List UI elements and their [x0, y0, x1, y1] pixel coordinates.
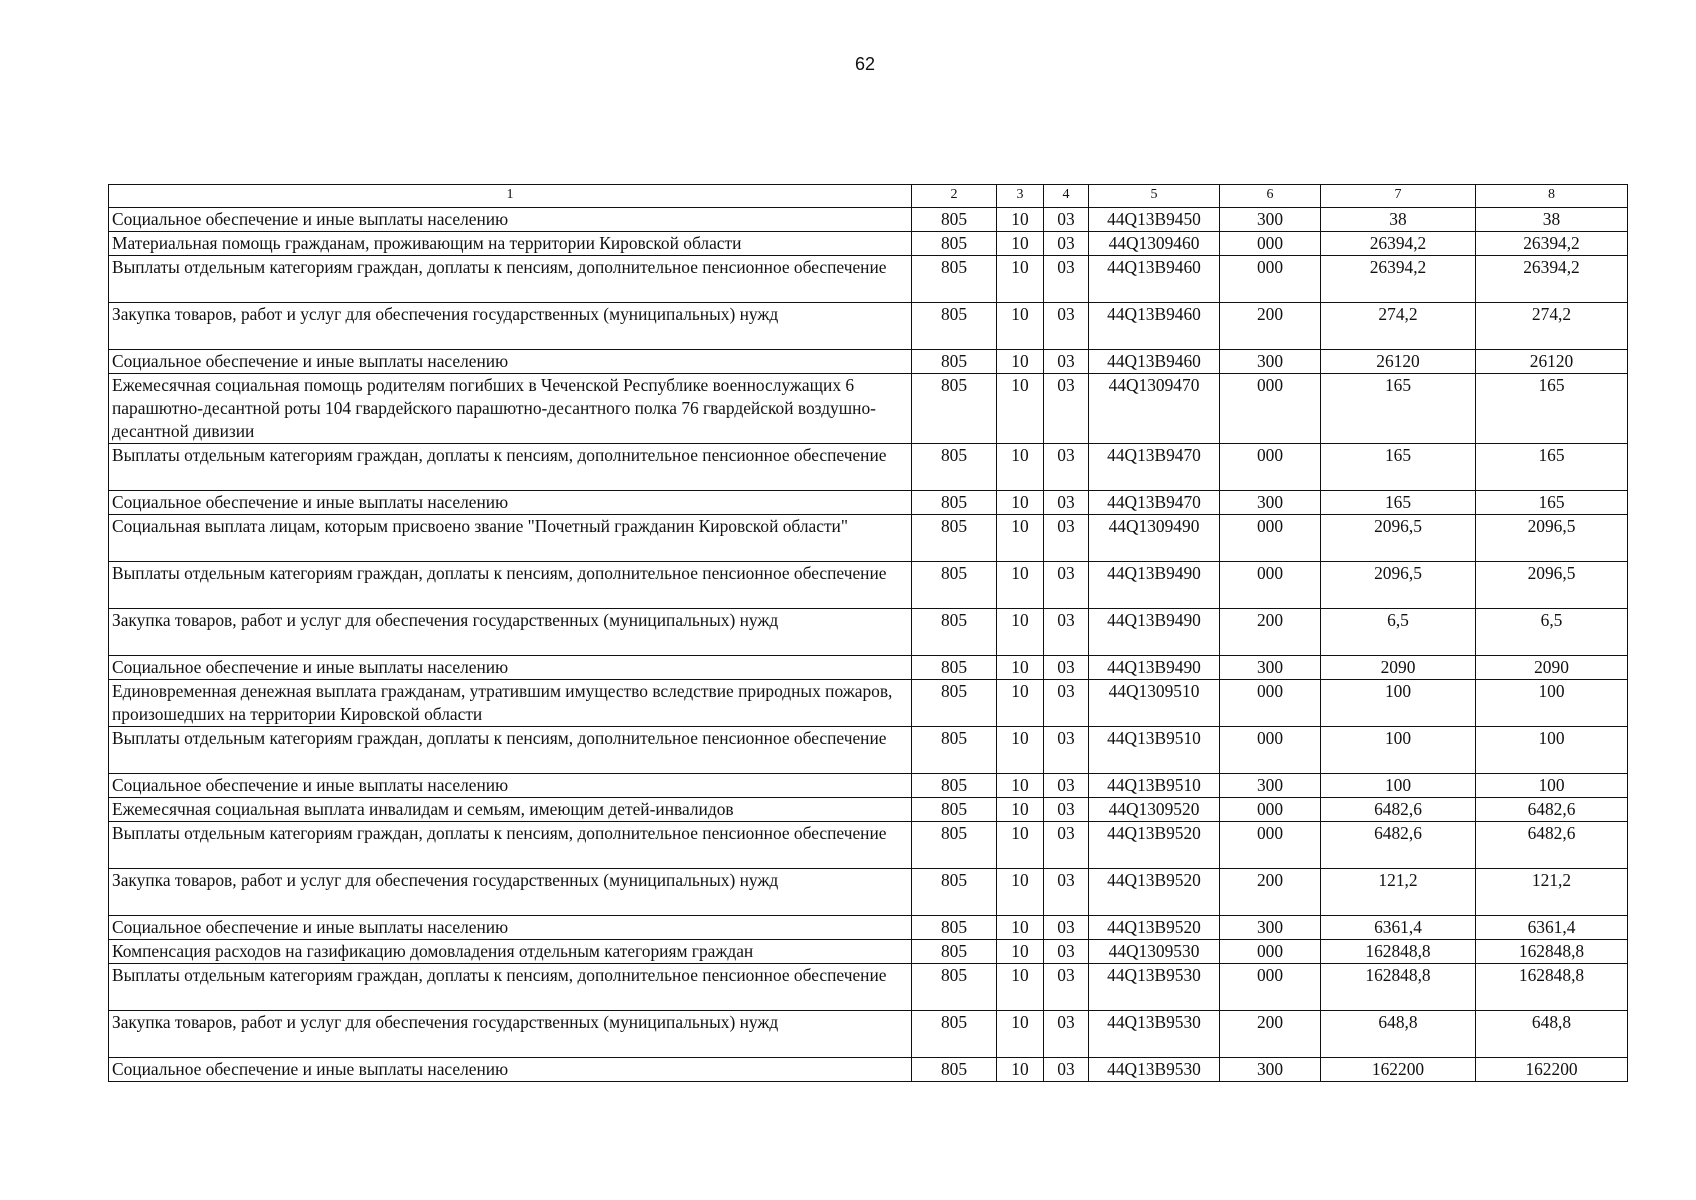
description-cell: Закупка товаров, работ и услуг для обеспечения государственных (муниципальных) нужд — [109, 303, 912, 350]
cell-5: 44Q13B9460 — [1089, 350, 1220, 374]
description-cell: Выплаты отдельным категориям граждан, доплаты к пенсиям, дополнительное пенсионное обеспечение — [109, 256, 912, 303]
cell-3: 10 — [997, 208, 1044, 232]
cell-2: 805 — [912, 680, 997, 727]
cell-2: 805 — [912, 940, 997, 964]
cell-8: 165 — [1476, 444, 1628, 491]
cell-2: 805 — [912, 444, 997, 491]
table-row — [109, 444, 1628, 491]
cell-3: 10 — [997, 680, 1044, 727]
page-number: 62 — [854, 54, 876, 74]
cell-6: 000 — [1220, 256, 1321, 303]
cell-7: 648,8 — [1321, 1011, 1476, 1058]
cell-4: 03 — [1044, 515, 1089, 562]
table-row — [109, 232, 1628, 256]
cell-4: 03 — [1044, 798, 1089, 822]
description-cell: Закупка товаров, работ и услуг для обеспечения государственных (муниципальных) нужд — [109, 609, 912, 656]
description-cell: Социальное обеспечение и иные выплаты населению — [109, 491, 912, 515]
cell-7: 26394,2 — [1321, 256, 1476, 303]
table-row — [109, 869, 1628, 916]
cell-7: 121,2 — [1321, 869, 1476, 916]
table-row — [109, 916, 1628, 940]
cell-4: 03 — [1044, 303, 1089, 350]
description-cell: Закупка товаров, работ и услуг для обеспечения государственных (муниципальных) нужд — [109, 1011, 912, 1058]
table-row — [109, 491, 1628, 515]
cell-5: 44Q13B9530 — [1089, 964, 1220, 1011]
cell-4: 03 — [1044, 964, 1089, 1011]
table-row — [109, 208, 1628, 232]
cell-6: 000 — [1220, 940, 1321, 964]
table-row — [109, 609, 1628, 656]
cell-7: 26120 — [1321, 350, 1476, 374]
cell-8: 162848,8 — [1476, 940, 1628, 964]
cell-7: 162848,8 — [1321, 940, 1476, 964]
cell-5: 44Q13B9520 — [1089, 822, 1220, 869]
cell-3: 10 — [997, 256, 1044, 303]
header-row — [109, 185, 1628, 208]
cell-8: 121,2 — [1476, 869, 1628, 916]
cell-7: 2096,5 — [1321, 515, 1476, 562]
table-row — [109, 303, 1628, 350]
description-cell: Социальное обеспечение и иные выплаты населению — [109, 916, 912, 940]
cell-3: 10 — [997, 609, 1044, 656]
cell-7: 26394,2 — [1321, 232, 1476, 256]
cell-6: 300 — [1220, 350, 1321, 374]
cell-4: 03 — [1044, 680, 1089, 727]
description-cell: Социальное обеспечение и иные выплаты населению — [109, 1058, 912, 1082]
cell-2: 805 — [912, 208, 997, 232]
cell-4: 03 — [1044, 562, 1089, 609]
cell-6: 200 — [1220, 609, 1321, 656]
cell-7: 165 — [1321, 374, 1476, 444]
cell-8: 165 — [1476, 374, 1628, 444]
column-header-2: 2 — [912, 185, 997, 208]
cell-3: 10 — [997, 444, 1044, 491]
cell-6: 300 — [1220, 491, 1321, 515]
cell-3: 10 — [997, 303, 1044, 350]
table-row — [109, 774, 1628, 798]
cell-8: 38 — [1476, 208, 1628, 232]
cell-5: 44Q13B9490 — [1089, 656, 1220, 680]
table-row — [109, 515, 1628, 562]
cell-6: 000 — [1220, 515, 1321, 562]
cell-6: 000 — [1220, 444, 1321, 491]
cell-5: 44Q1309490 — [1089, 515, 1220, 562]
cell-5: 44Q1309470 — [1089, 374, 1220, 444]
cell-6: 300 — [1220, 1058, 1321, 1082]
cell-3: 10 — [997, 232, 1044, 256]
cell-7: 38 — [1321, 208, 1476, 232]
cell-6: 000 — [1220, 680, 1321, 727]
cell-4: 03 — [1044, 256, 1089, 303]
cell-6: 000 — [1220, 822, 1321, 869]
description-cell: Социальная выплата лицам, которым присвоено звание "Почетный гражданин Кировской области" — [109, 515, 912, 562]
cell-6: 300 — [1220, 774, 1321, 798]
cell-3: 10 — [997, 940, 1044, 964]
table-row — [109, 1058, 1628, 1082]
cell-8: 6361,4 — [1476, 916, 1628, 940]
cell-7: 100 — [1321, 774, 1476, 798]
cell-2: 805 — [912, 515, 997, 562]
cell-2: 805 — [912, 916, 997, 940]
description-cell: Социальное обеспечение и иные выплаты населению — [109, 208, 912, 232]
cell-3: 10 — [997, 774, 1044, 798]
cell-7: 100 — [1321, 680, 1476, 727]
cell-7: 6482,6 — [1321, 822, 1476, 869]
table-row — [109, 680, 1628, 727]
table-row — [109, 350, 1628, 374]
cell-5: 44Q13B9530 — [1089, 1058, 1220, 1082]
cell-4: 03 — [1044, 208, 1089, 232]
description-cell: Ежемесячная социальная выплата инвалидам и семьям, имеющим детей-инвалидов — [109, 798, 912, 822]
cell-8: 165 — [1476, 491, 1628, 515]
cell-5: 44Q13B9520 — [1089, 916, 1220, 940]
cell-4: 03 — [1044, 656, 1089, 680]
cell-3: 10 — [997, 822, 1044, 869]
cell-8: 26120 — [1476, 350, 1628, 374]
cell-3: 10 — [997, 869, 1044, 916]
column-header-6: 6 — [1220, 185, 1321, 208]
cell-3: 10 — [997, 515, 1044, 562]
cell-5: 44Q13B9530 — [1089, 1011, 1220, 1058]
table-row — [109, 940, 1628, 964]
cell-8: 2096,5 — [1476, 515, 1628, 562]
cell-3: 10 — [997, 656, 1044, 680]
description-cell: Выплаты отдельным категориям граждан, доплаты к пенсиям, дополнительное пенсионное обеспечение — [109, 444, 912, 491]
cell-8: 648,8 — [1476, 1011, 1628, 1058]
table-row — [109, 656, 1628, 680]
cell-4: 03 — [1044, 374, 1089, 444]
table-row — [109, 1011, 1628, 1058]
cell-7: 6361,4 — [1321, 916, 1476, 940]
cell-3: 10 — [997, 798, 1044, 822]
cell-2: 805 — [912, 964, 997, 1011]
cell-6: 000 — [1220, 964, 1321, 1011]
description-cell: Социальное обеспечение и иные выплаты населению — [109, 656, 912, 680]
cell-2: 805 — [912, 656, 997, 680]
cell-8: 6482,6 — [1476, 798, 1628, 822]
table-row — [109, 822, 1628, 869]
column-header-7: 7 — [1321, 185, 1476, 208]
description-cell: Выплаты отдельным категориям граждан, доплаты к пенсиям, дополнительное пенсионное обеспечение — [109, 822, 912, 869]
cell-3: 10 — [997, 916, 1044, 940]
cell-7: 274,2 — [1321, 303, 1476, 350]
table-body — [109, 208, 1628, 1082]
cell-4: 03 — [1044, 491, 1089, 515]
cell-2: 805 — [912, 491, 997, 515]
cell-5: 44Q1309510 — [1089, 680, 1220, 727]
description-cell: Ежемесячная социальная помощь родителям погибших в Чеченской Республике военнослужащих 6 парашютно-десантной роты 104 гвардейского парашютно-десантного полка 76 гвардейской воздушно-десантной дивизии — [109, 374, 912, 444]
table-row — [109, 964, 1628, 1011]
cell-3: 10 — [997, 350, 1044, 374]
cell-4: 03 — [1044, 940, 1089, 964]
cell-3: 10 — [997, 491, 1044, 515]
cell-4: 03 — [1044, 916, 1089, 940]
cell-5: 44Q1309530 — [1089, 940, 1220, 964]
cell-6: 200 — [1220, 1011, 1321, 1058]
description-cell: Выплаты отдельным категориям граждан, доплаты к пенсиям, дополнительное пенсионное обеспечение — [109, 964, 912, 1011]
column-header-4: 4 — [1044, 185, 1089, 208]
cell-5: 44Q1309460 — [1089, 232, 1220, 256]
cell-6: 000 — [1220, 374, 1321, 444]
cell-7: 6,5 — [1321, 609, 1476, 656]
table-row — [109, 727, 1628, 774]
cell-8: 6,5 — [1476, 609, 1628, 656]
description-cell: Выплаты отдельным категориям граждан, доплаты к пенсиям, дополнительное пенсионное обеспечение — [109, 727, 912, 774]
cell-2: 805 — [912, 1011, 997, 1058]
cell-8: 274,2 — [1476, 303, 1628, 350]
cell-2: 805 — [912, 822, 997, 869]
cell-6: 200 — [1220, 303, 1321, 350]
cell-8: 26394,2 — [1476, 232, 1628, 256]
table-row — [109, 374, 1628, 444]
description-cell: Единовременная денежная выплата гражданам, утратившим имущество вследствие природных пожаров, произошедших на территории Кировской области — [109, 680, 912, 727]
budget-table — [108, 184, 1628, 1082]
cell-2: 805 — [912, 869, 997, 916]
cell-4: 03 — [1044, 727, 1089, 774]
cell-2: 805 — [912, 374, 997, 444]
cell-3: 10 — [997, 374, 1044, 444]
table-row — [109, 798, 1628, 822]
cell-5: 44Q13B9520 — [1089, 869, 1220, 916]
cell-5: 44Q13B9470 — [1089, 491, 1220, 515]
cell-5: 44Q13B9450 — [1089, 208, 1220, 232]
cell-2: 805 — [912, 350, 997, 374]
description-cell: Социальное обеспечение и иные выплаты населению — [109, 774, 912, 798]
cell-5: 44Q13B9510 — [1089, 774, 1220, 798]
cell-4: 03 — [1044, 609, 1089, 656]
cell-7: 162848,8 — [1321, 964, 1476, 1011]
cell-6: 300 — [1220, 656, 1321, 680]
cell-6: 000 — [1220, 727, 1321, 774]
cell-5: 44Q13B9490 — [1089, 609, 1220, 656]
cell-8: 26394,2 — [1476, 256, 1628, 303]
cell-7: 100 — [1321, 727, 1476, 774]
cell-8: 100 — [1476, 680, 1628, 727]
cell-2: 805 — [912, 798, 997, 822]
cell-8: 6482,6 — [1476, 822, 1628, 869]
cell-6: 300 — [1220, 916, 1321, 940]
cell-4: 03 — [1044, 444, 1089, 491]
cell-8: 162200 — [1476, 1058, 1628, 1082]
cell-6: 000 — [1220, 232, 1321, 256]
cell-5: 44Q13B9490 — [1089, 562, 1220, 609]
cell-2: 805 — [912, 562, 997, 609]
cell-2: 805 — [912, 727, 997, 774]
cell-2: 805 — [912, 303, 997, 350]
cell-4: 03 — [1044, 869, 1089, 916]
cell-5: 44Q1309520 — [1089, 798, 1220, 822]
cell-5: 44Q13B9460 — [1089, 256, 1220, 303]
description-cell: Материальная помощь гражданам, проживающим на территории Кировской области — [109, 232, 912, 256]
cell-7: 6482,6 — [1321, 798, 1476, 822]
cell-2: 805 — [912, 609, 997, 656]
cell-4: 03 — [1044, 1058, 1089, 1082]
cell-3: 10 — [997, 1058, 1044, 1082]
table-row — [109, 562, 1628, 609]
cell-5: 44Q13B9510 — [1089, 727, 1220, 774]
cell-5: 44Q13B9460 — [1089, 303, 1220, 350]
cell-7: 2096,5 — [1321, 562, 1476, 609]
cell-6: 000 — [1220, 798, 1321, 822]
cell-4: 03 — [1044, 350, 1089, 374]
cell-2: 805 — [912, 256, 997, 303]
cell-8: 162848,8 — [1476, 964, 1628, 1011]
cell-8: 100 — [1476, 727, 1628, 774]
cell-2: 805 — [912, 232, 997, 256]
cell-7: 165 — [1321, 444, 1476, 491]
cell-3: 10 — [997, 562, 1044, 609]
column-header-3: 3 — [997, 185, 1044, 208]
cell-5: 44Q13B9470 — [1089, 444, 1220, 491]
cell-4: 03 — [1044, 822, 1089, 869]
cell-3: 10 — [997, 727, 1044, 774]
cell-6: 000 — [1220, 562, 1321, 609]
cell-8: 2096,5 — [1476, 562, 1628, 609]
description-cell: Закупка товаров, работ и услуг для обеспечения государственных (муниципальных) нужд — [109, 869, 912, 916]
cell-8: 100 — [1476, 774, 1628, 798]
cell-3: 10 — [997, 964, 1044, 1011]
column-header-1: 1 — [109, 185, 912, 208]
cell-4: 03 — [1044, 774, 1089, 798]
cell-4: 03 — [1044, 232, 1089, 256]
cell-7: 2090 — [1321, 656, 1476, 680]
cell-2: 805 — [912, 1058, 997, 1082]
cell-6: 300 — [1220, 208, 1321, 232]
cell-8: 2090 — [1476, 656, 1628, 680]
description-cell: Социальное обеспечение и иные выплаты населению — [109, 350, 912, 374]
column-header-5: 5 — [1089, 185, 1220, 208]
cell-2: 805 — [912, 774, 997, 798]
column-header-8: 8 — [1476, 185, 1628, 208]
cell-6: 200 — [1220, 869, 1321, 916]
table-row — [109, 256, 1628, 303]
cell-7: 162200 — [1321, 1058, 1476, 1082]
description-cell: Компенсация расходов на газификацию домовладения отдельным категориям граждан — [109, 940, 912, 964]
cell-3: 10 — [997, 1011, 1044, 1058]
cell-7: 165 — [1321, 491, 1476, 515]
cell-4: 03 — [1044, 1011, 1089, 1058]
description-cell: Выплаты отдельным категориям граждан, доплаты к пенсиям, дополнительное пенсионное обеспечение — [109, 562, 912, 609]
